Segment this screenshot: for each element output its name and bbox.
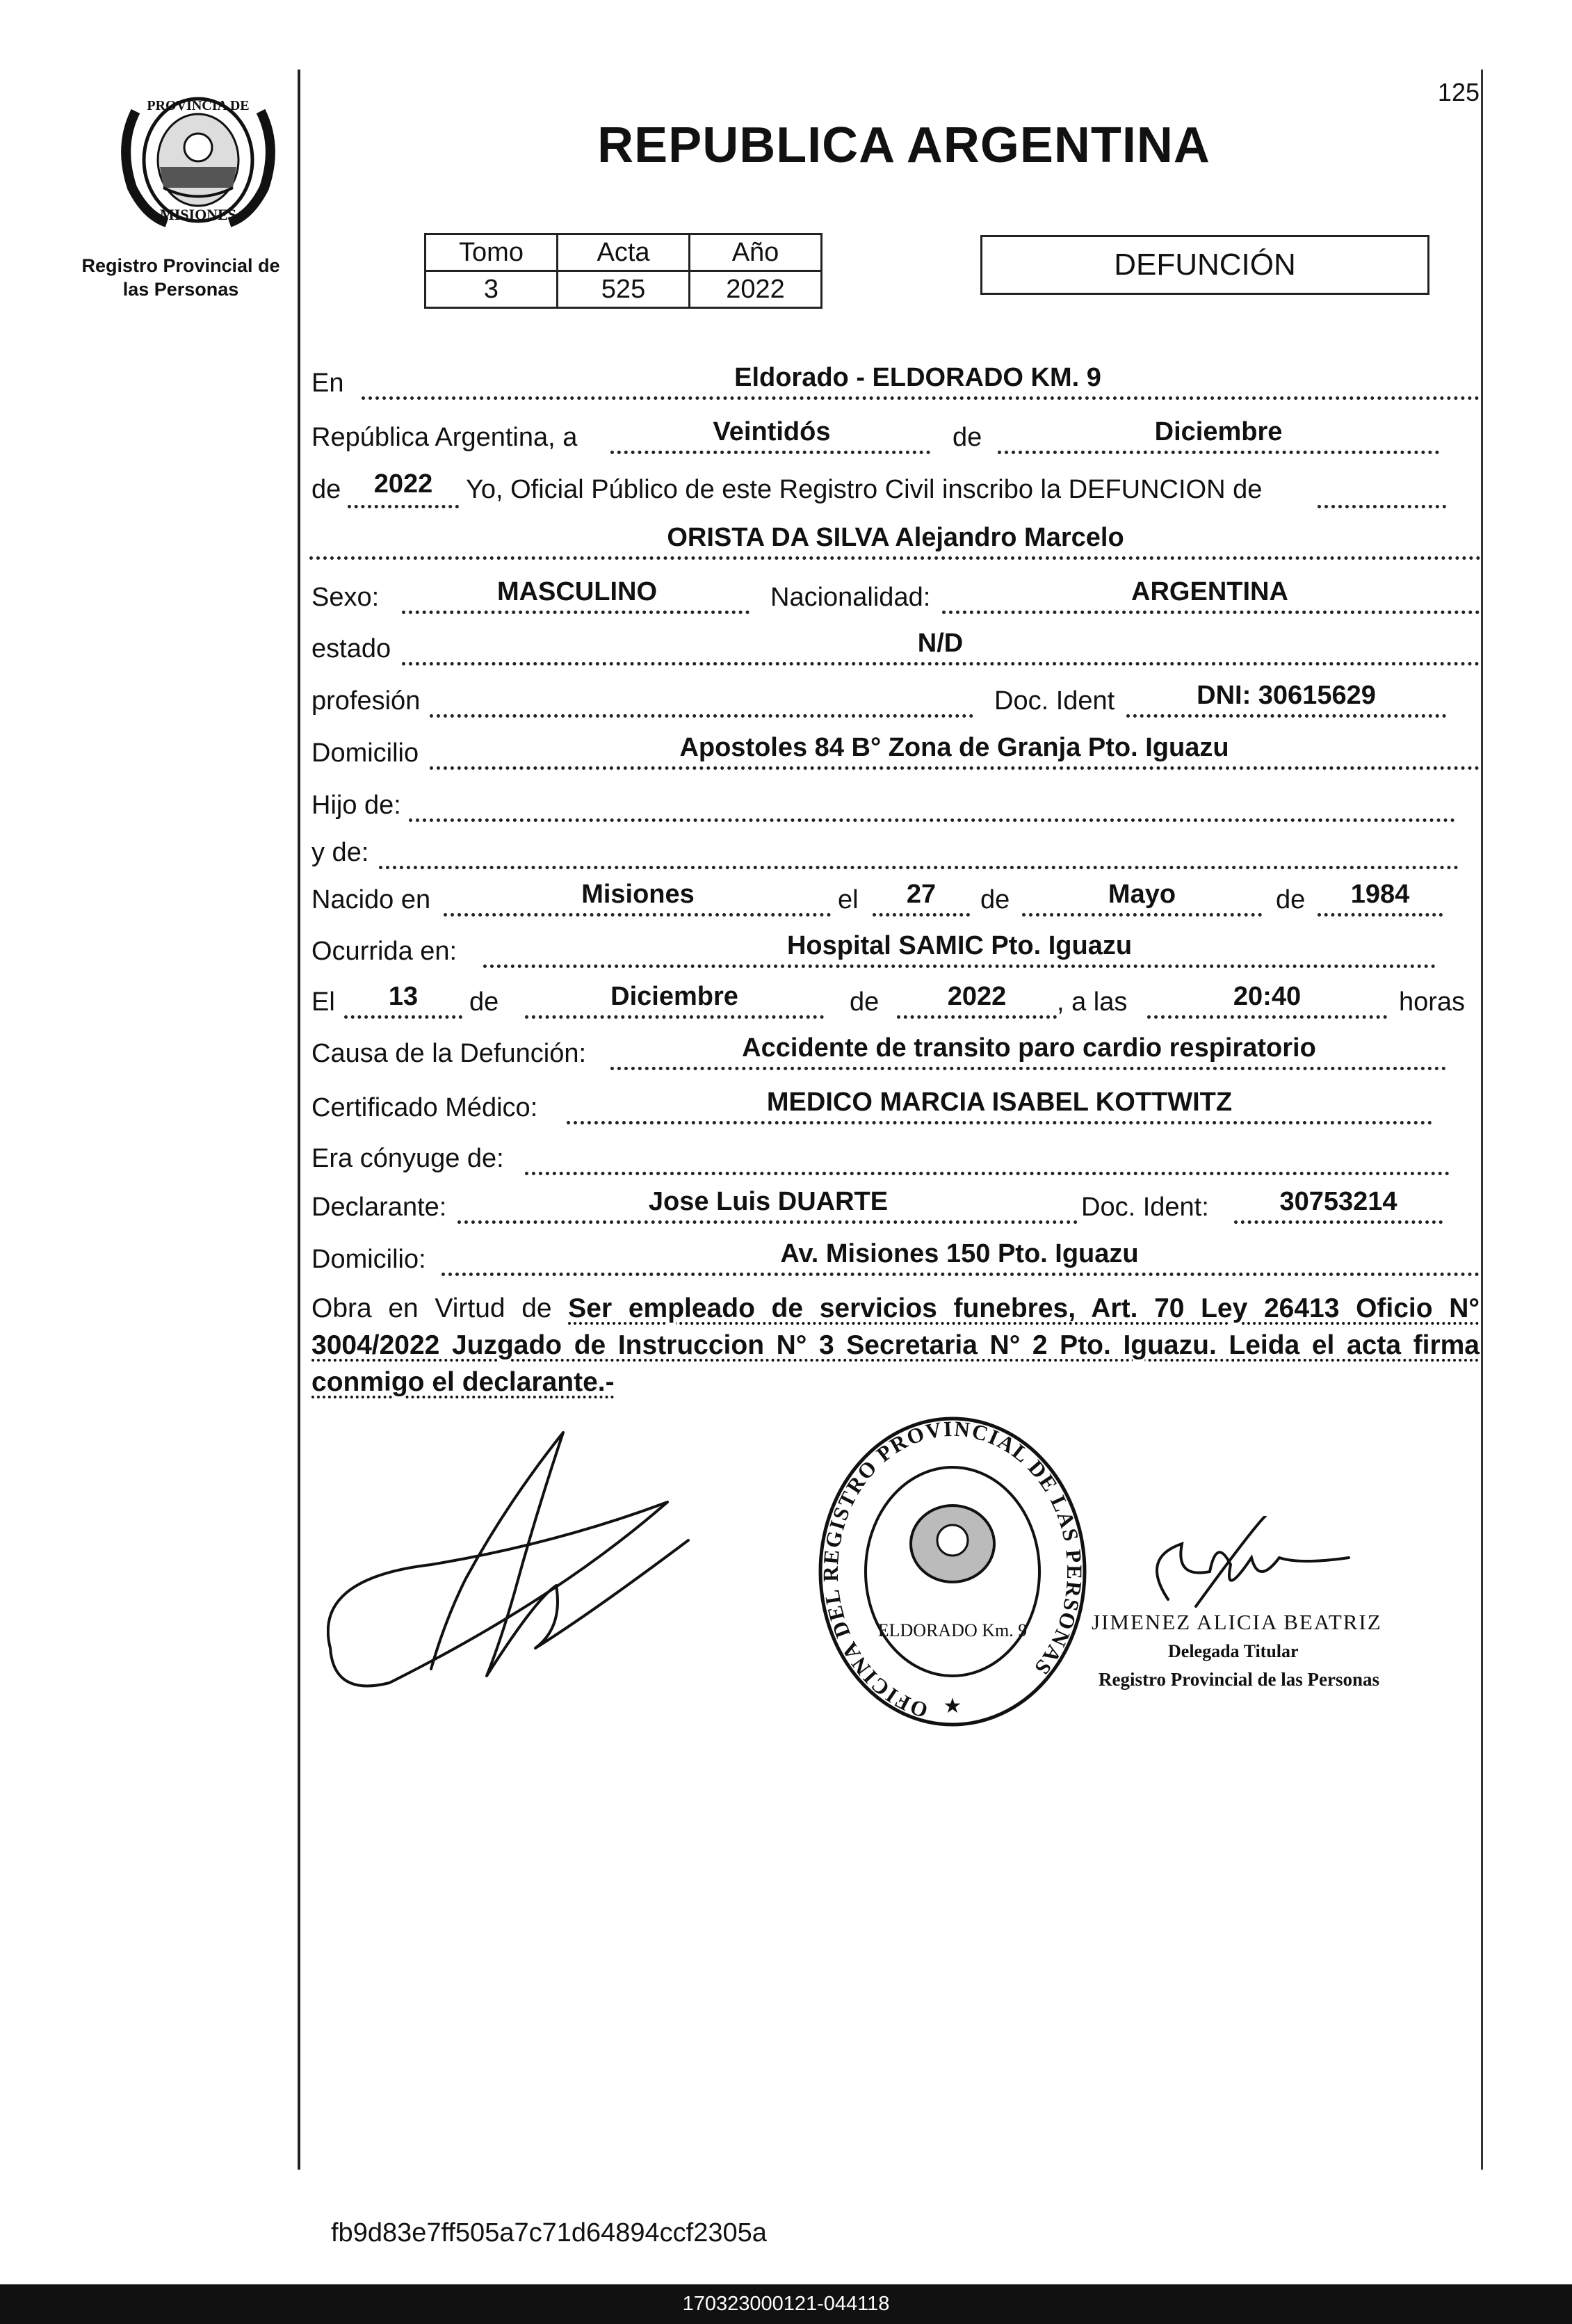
svg-text:OFICINA DEL REGISTRO PROVINCIA: OFICINA DEL REGISTRO PROVINCIAL DE LAS PERSONAS — [818, 1416, 1087, 1723]
label-en: En — [311, 369, 344, 398]
value-marital-status: N/D — [917, 629, 964, 658]
label-de-4: de — [1276, 885, 1306, 914]
dots-deceased — [309, 556, 1481, 560]
dots-death-day — [344, 1015, 462, 1019]
province-emblem-logo — [111, 83, 285, 233]
label-de-1: de — [953, 423, 982, 452]
value-month: Diciembre — [1154, 417, 1283, 446]
label-nacido-en: Nacido en — [311, 885, 431, 914]
dots-mother — [379, 866, 1459, 869]
reference-table — [424, 233, 823, 309]
label-yo: Yo, Oficial Público de este Registro Civil inscribo la DEFUNCION de — [466, 475, 1263, 504]
value-deceased: ORISTA DA SILVA Alejandro Marcelo — [667, 523, 1124, 552]
official-role: Delegada Titular — [1168, 1641, 1299, 1661]
dots-declarant-address — [441, 1273, 1480, 1276]
value-sex: MASCULINO — [496, 577, 658, 606]
dots-spouse — [525, 1172, 1450, 1175]
acta-header: Acta — [558, 234, 690, 271]
dots-birth-month — [1022, 913, 1262, 917]
label-obra: Obra en Virtud de — [311, 1293, 552, 1323]
dots-cause — [610, 1067, 1446, 1070]
dots-birth-day — [873, 913, 970, 917]
svg-text:ELDORADO Km. 9: ELDORADO Km. 9 — [877, 1620, 1028, 1640]
value-birth-month: Mayo — [1108, 880, 1176, 909]
official-office: Registro Provincial de las Personas — [1099, 1669, 1379, 1690]
dots-place — [362, 396, 1480, 400]
dots-birth-place — [444, 913, 831, 917]
dots-certifier — [567, 1121, 1432, 1124]
value-death-year: 2022 — [947, 982, 1007, 1011]
value-birth-place: Misiones — [581, 880, 695, 909]
reference-header-row — [426, 234, 822, 271]
right-margin-line — [1481, 70, 1483, 2170]
dots-year — [348, 505, 459, 508]
value-death-time: 20:40 — [1233, 982, 1302, 1011]
value-death-month: Diciembre — [610, 982, 738, 1011]
label-domicilio: Domicilio — [311, 739, 419, 768]
dots-father — [409, 818, 1455, 822]
dots-birth-year — [1318, 913, 1443, 917]
dots-doc — [1126, 714, 1446, 718]
official-name: JIMENEZ ALICIA BEATRIZ — [1092, 1610, 1382, 1634]
label-el: el — [838, 885, 859, 914]
tomo-value: 3 — [426, 271, 558, 308]
label-domicilio-2: Domicilio: — [311, 1245, 426, 1274]
svg-text:PROVINCIA DE: PROVINCIA DE — [147, 98, 250, 113]
registry-seal — [813, 1415, 1092, 1735]
value-cause: Accidente de transito paro cardio respiratorio — [742, 1033, 1316, 1063]
authority-paragraph — [311, 1290, 1480, 1401]
label-nacionalidad: Nacionalidad: — [770, 583, 931, 612]
label-doc-ident-2: Doc. Ident: — [1081, 1193, 1209, 1222]
value-doc: DNI: 30615629 — [1197, 681, 1376, 710]
label-doc-ident: Doc. Ident — [994, 686, 1115, 716]
value-address: Apostoles 84 B° Zona de Granja Pto. Iguazu — [679, 733, 1229, 762]
official-signature — [1112, 1516, 1377, 1620]
value-declarant-doc: 30753214 — [1279, 1187, 1397, 1216]
dots-death-year — [897, 1015, 1057, 1019]
value-birth-day: 27 — [906, 880, 937, 909]
label-de-2: de — [311, 475, 341, 504]
dots-yo-end — [1318, 505, 1446, 508]
dots-declarant-doc — [1234, 1220, 1443, 1224]
label-a-las: , a las — [1057, 987, 1128, 1017]
label-ocurrida-en: Ocurrida en: — [311, 937, 457, 966]
dots-day-words — [610, 451, 930, 454]
label-de-5: de — [469, 987, 499, 1017]
registry-line-2: las Personas — [122, 279, 239, 300]
dots-sex — [402, 611, 749, 614]
dots-nationality — [942, 611, 1480, 614]
label-estado: estado — [311, 634, 391, 663]
value-birth-year: 1984 — [1350, 880, 1410, 909]
declarant-signature — [327, 1419, 758, 1697]
registry-line-1: Registro Provincial de — [81, 255, 280, 276]
label-el-cap: El — [311, 987, 335, 1017]
value-death-day: 13 — [388, 982, 419, 1011]
label-horas: horas — [1399, 987, 1466, 1017]
dots-marital-status — [402, 662, 1480, 665]
label-declarante: Declarante: — [311, 1193, 447, 1222]
act-type-box: DEFUNCIÓN — [980, 235, 1429, 295]
svg-text:★: ★ — [943, 1695, 962, 1718]
anio-header: Año — [690, 234, 822, 271]
tomo-header: Tomo — [426, 234, 558, 271]
value-place: Eldorado - ELDORADO KM. 9 — [734, 363, 1101, 392]
dots-death-month — [525, 1015, 824, 1019]
value-authority: Ser empleado de servicios funebres, Art. 70 Ley 26413 Oficio N° 3004/2022 Juzgado de Instruccion N° 3 Secretaria N° 2 Pto. Iguazu. Leida el acta firma conmigo el declarante.- — [311, 1293, 1480, 1397]
label-profesion: profesión — [311, 686, 421, 716]
label-causa: Causa de la Defunción: — [311, 1039, 587, 1068]
footer-code-bar: 170323000121-044118 — [0, 2284, 1572, 2324]
value-day-words: Veintidós — [713, 417, 831, 446]
value-nationality: ARGENTINA — [1131, 577, 1288, 606]
dots-address — [430, 766, 1480, 770]
label-conyuge: Era cónyuge de: — [311, 1144, 504, 1173]
label-hijo-de: Hijo de: — [311, 791, 401, 820]
value-certifier: MEDICO MARCIA ISABEL KOTTWITZ — [766, 1088, 1233, 1117]
label-sexo: Sexo: — [311, 583, 380, 612]
dots-death-time — [1147, 1015, 1387, 1019]
label-de-6: de — [850, 987, 880, 1017]
value-year: 2022 — [373, 469, 433, 499]
value-declarant: Jose Luis DUARTE — [648, 1187, 889, 1216]
dots-month — [998, 451, 1439, 454]
reference-value-row — [426, 271, 822, 308]
country-title: REPUBLICA ARGENTINA — [597, 118, 1210, 173]
label-certificado: Certificado Médico: — [311, 1093, 538, 1122]
dots-declarant — [457, 1220, 1078, 1224]
anio-value: 2022 — [690, 271, 822, 308]
svg-text:MISIONES: MISIONES — [159, 206, 237, 223]
value-death-place: Hospital SAMIC Pto. Iguazu — [786, 931, 1133, 960]
registry-name — [76, 254, 285, 301]
label-y-de: y de: — [311, 838, 369, 867]
dots-profession — [430, 714, 973, 718]
value-declarant-address: Av. Misiones 150 Pto. Iguazu — [780, 1239, 1139, 1268]
page-number: 125 — [1437, 78, 1480, 106]
dots-death-place — [483, 965, 1436, 968]
label-republica: República Argentina, a — [311, 423, 578, 452]
left-margin-line — [298, 70, 300, 2170]
label-de-3: de — [980, 885, 1010, 914]
document-hash: fb9d83e7ff505a7c71d64894ccf2305a — [331, 2218, 767, 2248]
acta-value: 525 — [558, 271, 690, 308]
